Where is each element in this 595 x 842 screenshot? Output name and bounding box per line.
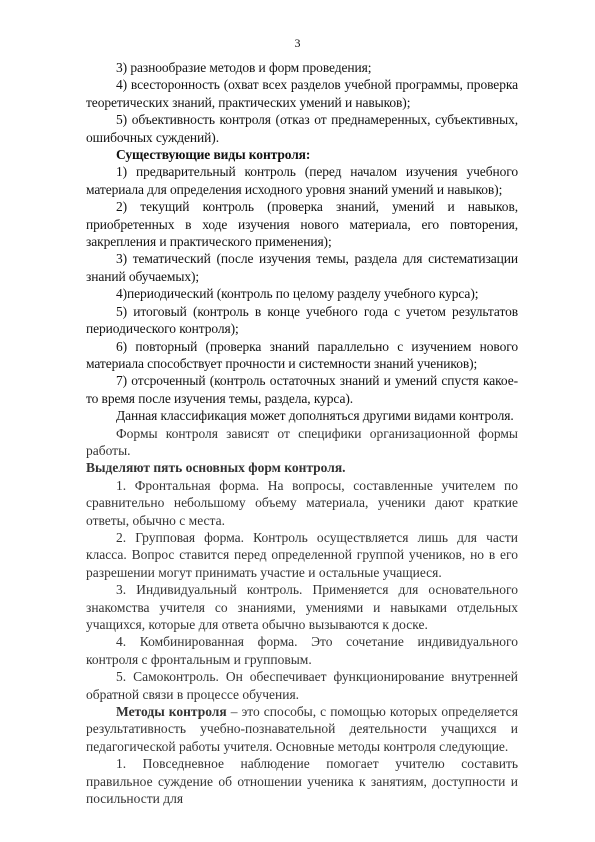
paragraph: 7) отсроченный (контроль остаточных знаний и умений спустя какое-то время после изучения темы, раздела, курса). <box>86 373 518 406</box>
paragraph: 4. Комбинированная форма. Это сочетание индивидуального контроля с фронтальным и групповым. <box>86 634 518 667</box>
paragraph: 1. Фронтальная форма. На вопросы, составленные учителем по сравнительно небольшому объему материала, ученики дают краткие ответы, обычно с места. <box>86 477 518 528</box>
methods-paragraph <box>86 703 518 755</box>
paragraph: 1. Повседневное наблюдение помогает учителю составить правильное суждение об отношении ученика к занятиям, доступности и посильности для <box>86 756 518 807</box>
paragraph: 4)периодический (контроль по целому разделу учебного курса); <box>116 286 479 302</box>
paragraph: Данная классификация может дополняться другими видами контроля. <box>116 408 514 424</box>
paragraph: 4) всесторонность (охват всех разделов учебной программы, проверка теоретических знаний, практических умений и навыков); <box>86 77 518 110</box>
paragraph: 3) тематический (после изучения темы, раздела для систематизации знаний обучаемых); <box>86 251 518 284</box>
paragraph: 3. Индивидуальный контроль. Применяется для основательного знакомства учителя со знаниями, умениями и навыками отдельных учащихся, которые для ответа обычно вызываются к доске. <box>86 582 518 632</box>
paragraph: 1) предварительный контроль (перед началом изучения учебного материала для определения исходного уровня знаний умений и навыков); <box>86 164 518 197</box>
section-heading: Выделяют пять основных форм контроля. <box>86 460 346 476</box>
paragraph: 2. Групповая форма. Контроль осуществляется лишь для части класса. Вопрос ставится перед определенной группой учеников, но в его разрешении могут принимать участие и остальные учащиеся. <box>86 529 518 580</box>
paragraph: Формы контроля зависят от специфики организационной формы работы. <box>86 425 518 458</box>
methods-definition: – это способы, с помощью которых определяется результативность учебно-познавательной деятельности учащихся и педагогической работы учителя. Основные методы контроля следующие. <box>86 704 518 754</box>
page-number: 3 <box>294 36 301 50</box>
paragraph: 2) текущий контроль (проверка знаний, умений и навыков, приобретенных в ходе изучения нового материала, его повторения, закрепления и практического применения); <box>86 199 518 250</box>
methods-term: Методы контроля <box>116 704 227 720</box>
document-body <box>86 59 518 807</box>
paragraph: 5) объективность контроля (отказ от преднамеренных, субъективных, ошибочных суждений). <box>86 112 518 145</box>
paragraph: 3) разнообразие методов и форм проведения; <box>116 60 372 75</box>
section-heading: Существующие виды контроля: <box>116 147 311 163</box>
paragraph: 6) повторный (проверка знаний параллельно с изучением нового материала способствует прочности и системности знаний учеников); <box>86 338 518 371</box>
paragraph: 5. Самоконтроль. Он обеспечивает функционирование внутренней обратной связи в процессе обучения. <box>86 669 518 702</box>
paragraph: 5) итоговый (контроль в конце учебного года с учетом результатов периодического контроля); <box>86 303 518 337</box>
